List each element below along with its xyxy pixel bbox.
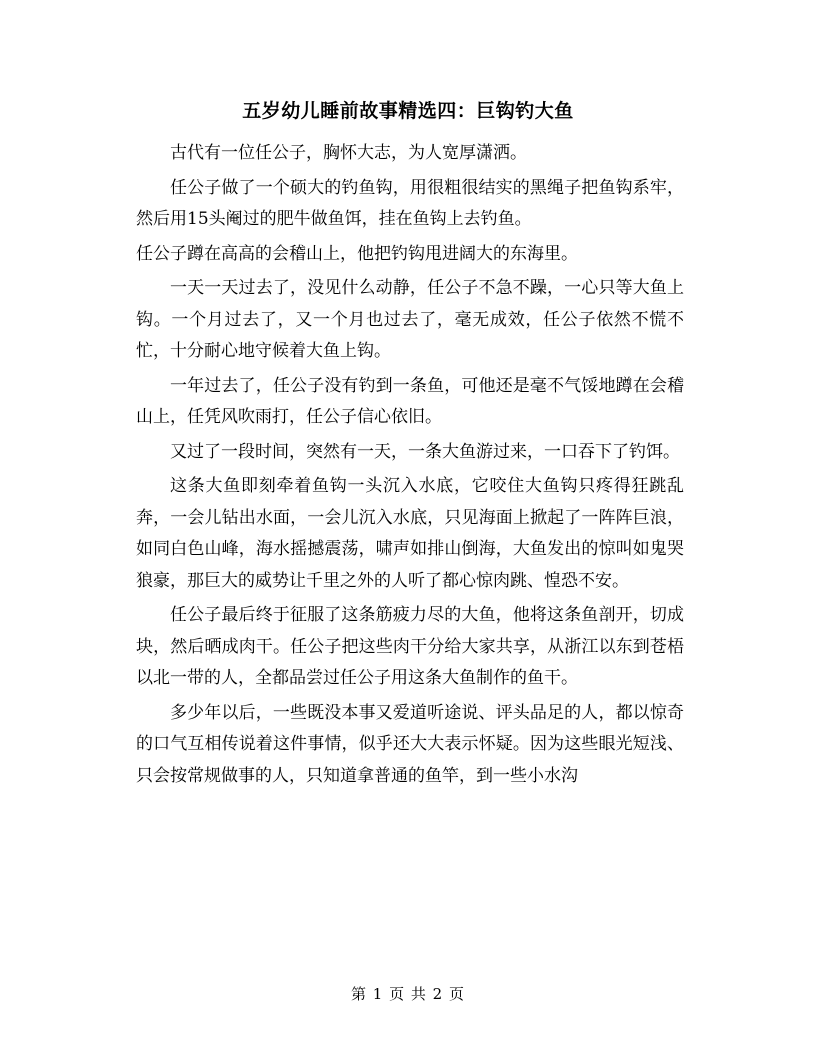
paragraph: 任公子做了一个硕大的钓鱼钩，用很粗很结实的黑绳子把鱼钩系牢，然后用15头阉过的肥牛做鱼饵，挂在鱼钩上去钓鱼。 xyxy=(136,177,684,229)
paragraph: 一天一天过去了，没见什么动静，任公子不急不躁，一心只等大鱼上钩。一个月过去了，又一个月也过去了，毫无成效，任公子依然不慌不忙，十分耐心地守候着大鱼上钩。 xyxy=(136,278,684,361)
paragraph: 任公子最后终于征服了这条筋疲力尽的大鱼，他将这条鱼剖开，切成块，然后晒成肉干。任公子把这些肉干分给大家共享，从浙江以东到苍梧以北一带的人，全都品尝过任公子用这条大鱼制作的鱼干。 xyxy=(136,605,684,688)
paragraph: 多少年以后，一些既没本事又爱道听途说、评头品足的人，都以惊奇的口气互相传说着这件事情，似乎还大大表示怀疑。因为这些眼光短浅、只会按常规做事的人，只知道拿普通的鱼竿，到一些小水沟 xyxy=(136,702,684,786)
paragraph: 这条大鱼即刻牵着鱼钩一头沉入水底，它咬住大鱼钩只疼得狂跳乱奔，一会儿钻出水面，一会儿沉入水底，只见海面上掀起了一阵阵巨浪，如同白色山峰，海水摇撼震荡，啸声如排山倒海，大鱼发出的惊叫如鬼哭狼豪，那巨大的威势让千里之外的人听了都心惊肉跳、惶恐不安。 xyxy=(136,476,684,591)
document-title: 五岁幼儿睡前故事精选四：巨钩钓大鱼 xyxy=(242,100,574,122)
paragraph: 古代有一位任公子，胸怀大志，为人宽厚潇洒。 xyxy=(170,143,527,163)
document-body xyxy=(136,138,684,795)
paragraph: 任公子蹲在高高的会稽山上，他把钓钩甩进阔大的东海里。 xyxy=(136,243,578,264)
paragraph: 一年过去了，任公子没有钓到一条鱼，可他还是毫不气馁地蹲在会稽山上，任凭风吹雨打，任公子信心依旧。 xyxy=(136,375,684,427)
page-number-footer: 第 1 页 共 2 页 xyxy=(351,985,465,1003)
paragraph: 又过了一段时间，突然有一天，一条大鱼游过来，一口吞下了钓饵。 xyxy=(170,441,680,462)
